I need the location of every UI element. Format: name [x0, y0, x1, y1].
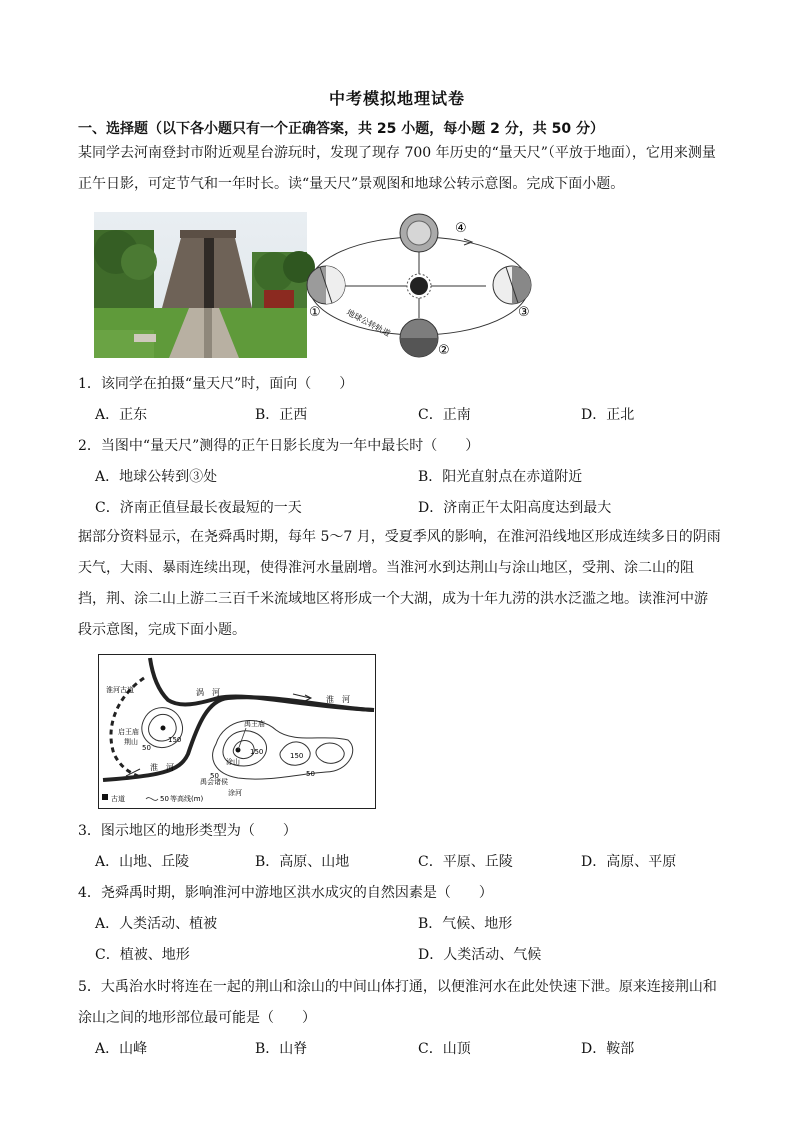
passage-1-line-2: 正午日影，可定节气和一年时长。读“量天尺”景观图和地球公转示意图。完成下面小题。 [78, 176, 625, 192]
q3-option-c[interactable]: C．平原、丘陵 [418, 854, 513, 870]
passage-2-line-3: 挡，荆、涂二山上游二三百千米流域地区将形成一个大湖，成为十年九涝的洪水泛滥之地。读淮河中游 [78, 591, 708, 607]
page-title: 中考模拟地理试卷 [328, 89, 465, 108]
question-1-stem: 1．该同学在拍摄“量天尺”时，面向（ ） [78, 376, 354, 392]
mountain-jing-label: 荆山 [124, 738, 138, 746]
q4-option-c[interactable]: C．植被、地形 [95, 947, 190, 963]
position-4-label: ④ [455, 221, 467, 236]
section-heading: 一、选择题（以下各小题只有一个正确答案，共 25 小题，每小题 2 分，共 50 分） [78, 121, 604, 137]
river-tu-label: 涂河 [228, 789, 242, 797]
contour-50-c: 50 [306, 770, 315, 778]
question-2-stem: 2．当图中“量天尺”测得的正午日影长度为一年中最长时（ ） [78, 438, 480, 454]
figure-1-drawing [94, 212, 543, 358]
q2-option-a[interactable]: A．地球公转到③处 [95, 469, 218, 485]
q4-option-d[interactable]: D．人类活动、气候 [418, 947, 542, 963]
q3-option-d[interactable]: D．高原、平原 [581, 854, 677, 870]
passage-2-line-2: 天气，大雨、暴雨连续出现，使得淮河水量剧增。当淮河水到达荆山与涂山地区，受荆、涂二山的阻 [78, 560, 694, 576]
passage-2-line-4: 段示意图，完成下面小题。 [78, 622, 246, 638]
observatory-photo [94, 212, 315, 358]
q5-option-a[interactable]: A．山峰 [95, 1041, 148, 1057]
question-5-stem-line-2: 涂山之间的地形部位最可能是（ ） [78, 1010, 316, 1026]
river-guo-label: 涡 河 [196, 688, 220, 697]
q1-option-a[interactable]: A．正东 [95, 407, 148, 423]
figure-1 [94, 212, 543, 358]
contour-50-b: 50 [210, 772, 219, 780]
q2-option-c[interactable]: C．济南正值昼最长夜最短的一天 [95, 500, 302, 516]
q1-option-b[interactable]: B．正西 [255, 407, 308, 423]
contour-150-a: 150 [168, 736, 182, 744]
question-5-stem-line-1: 5．大禹治水时将连在一起的荆山和涂山的中间山体打通，以便淮河水在此处快速下泄。原来连接荆山和 [78, 979, 717, 995]
q3-option-b[interactable]: B．高原、山地 [255, 854, 350, 870]
temple-qi-label: 启王庙 [118, 728, 139, 736]
contour-150-c: 150 [290, 752, 304, 760]
position-1-label: ① [309, 305, 321, 320]
q5-option-d[interactable]: D．鞍部 [581, 1041, 635, 1057]
q4-option-a[interactable]: A．人类活动、植被 [95, 916, 218, 932]
river-huai-label-2: 淮 河 [150, 763, 174, 772]
spot-label: 禹会诸侯 [200, 778, 228, 786]
legend-contour-text: 等高线(m) [170, 795, 204, 803]
q2-option-d[interactable]: D．济南正午太阳高度达到最大 [418, 500, 612, 516]
legend-contour-value: 50 [160, 795, 169, 803]
q2-option-b[interactable]: B．阳光直射点在赤道附近 [418, 469, 583, 485]
passage-1 [78, 138, 750, 200]
passage-2 [78, 522, 750, 646]
temple-yu-label: 禹王庙 [244, 720, 265, 728]
mountain-tu-label: 涂山 [226, 758, 240, 766]
q1-option-c[interactable]: C．正南 [418, 407, 471, 423]
question-4-stem: 4．尧舜禹时期，影响淮河中游地区洪水成灾的自然因素是（ ） [78, 885, 493, 901]
passage-2-line-1: 据部分资料显示，在尧舜禹时期，每年 5～7 月，受夏季风的影响，在淮河沿线地区形成连续多日的阴雨 [78, 529, 721, 545]
q5-option-c[interactable]: C．山顶 [418, 1041, 471, 1057]
earth-orbit-diagram [307, 214, 531, 358]
orbit-label: 地球公转轨道 [345, 307, 392, 339]
question-3-stem: 3．图示地区的地形类型为（ ） [78, 823, 297, 839]
q1-option-d[interactable]: D．正北 [581, 407, 635, 423]
ancient-channel-label: 淮河古道 [106, 686, 134, 694]
passage-1-line-1: 某同学去河南登封市附近观星台游玩时，发现了现存 700 年历史的“量天尺”（平放于地面），它用来测量 [78, 145, 716, 161]
q3-option-a[interactable]: A．山地、丘陵 [95, 854, 190, 870]
river-huai-label-1: 淮 河 [326, 695, 350, 704]
figure-2-map [98, 654, 378, 810]
q5-option-b[interactable]: B．山脊 [255, 1041, 308, 1057]
contour-150-b: 150 [250, 748, 264, 756]
legend-ancient: 古道 [111, 795, 125, 803]
position-3-label: ③ [518, 305, 530, 320]
huai-river-map [98, 654, 378, 810]
position-2-label: ② [438, 343, 450, 358]
q4-option-b[interactable]: B．气候、地形 [418, 916, 513, 932]
contour-50-a: 50 [142, 744, 151, 752]
